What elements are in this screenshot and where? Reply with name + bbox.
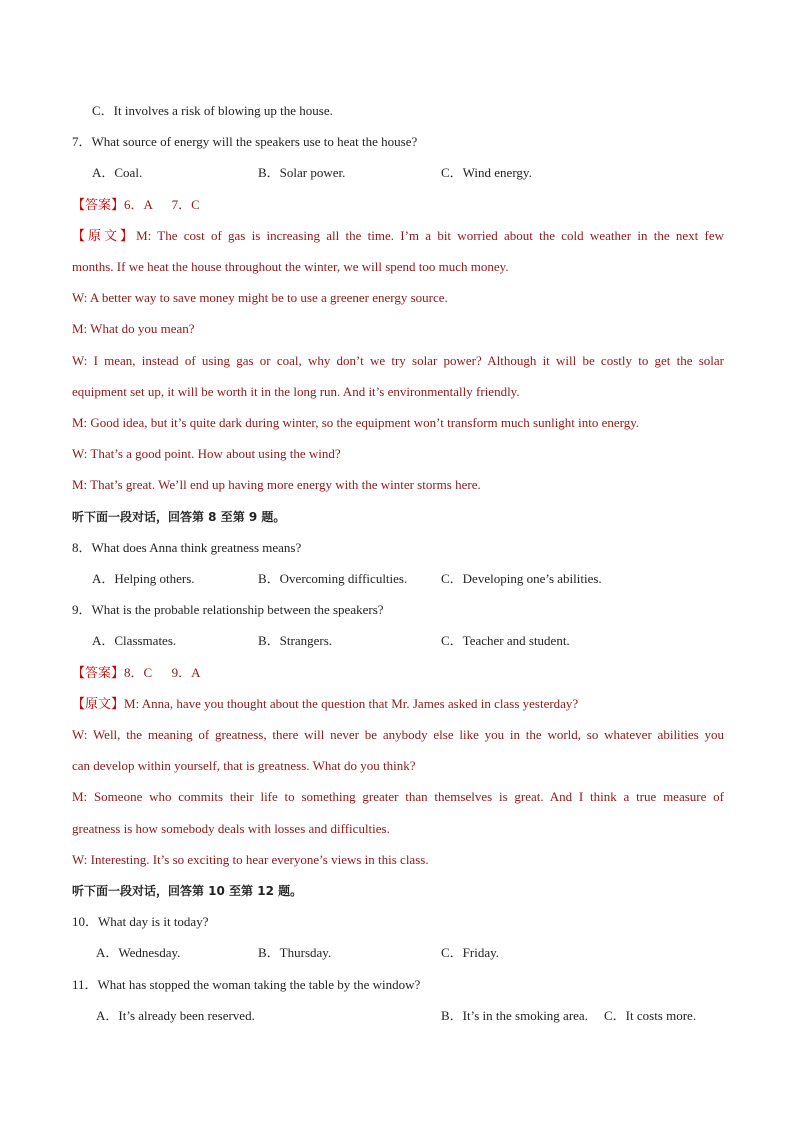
- transcript-tag: 【原文】: [72, 696, 125, 711]
- q8-option-c: C．Developing one’s abilities.: [441, 571, 602, 586]
- q9-question: 9．What is the probable relationship between the speakers?: [72, 602, 384, 617]
- answer-text: 6．A 7．C: [124, 197, 200, 212]
- transcript2-line-2: W: Well, the meaning of greatness, there will never be anybody else like you in the world, so whatever abilities you: [72, 727, 724, 742]
- transcript-tag: 【原文】: [72, 228, 137, 243]
- transcript2-line-3: can develop within yourself, that is greatness. What do you think?: [72, 758, 416, 773]
- q7-question: 7．What source of energy will the speakers use to heat the house?: [72, 134, 418, 149]
- section-heading-3: 听下面一段对话，回答第 10 至第 12 题。: [72, 884, 303, 898]
- q11-option-c: C．It costs more.: [604, 1008, 697, 1023]
- q11-option-a: A．It’s already been reserved.: [96, 1008, 255, 1023]
- transcript1-line-4: M: What do you mean?: [72, 321, 195, 336]
- answer-block-2: [72, 664, 724, 682]
- q7-option-c: C．Wind energy.: [441, 165, 532, 180]
- answer-block-1: [72, 196, 724, 214]
- transcript1-line-7: M: Good idea, but it’s quite dark during winter, so the equipment won’t transform much sunlight into energy.: [72, 415, 640, 430]
- transcript1-line-5: W: I mean, instead of using gas or coal, why don’t we try solar power? Although it will be costly to get the solar: [72, 353, 724, 368]
- q9-option-a: A．Classmates.: [92, 633, 177, 648]
- transcript-text: M: The cost of gas is increasing all the time. I’m a bit worried about the cold weather in the next few: [136, 228, 724, 243]
- transcript2-line-4: M: Someone who commits their life to something greater than themselves is great. And I think a true measure of: [72, 789, 724, 804]
- transcript1-line-6: equipment set up, it will be worth it in the long run. And it’s environmentally friendly.: [72, 384, 520, 399]
- transcript2-line-6: W: Interesting. It’s so exciting to hear everyone’s views in this class.: [72, 852, 429, 867]
- q10-option-b: B．Thursday.: [258, 945, 332, 960]
- q7-option-a: A．Coal.: [92, 165, 143, 180]
- transcript1-line-3: W: A better way to save money might be to use a greener energy source.: [72, 290, 448, 305]
- q10-option-a: A．Wednesday.: [96, 945, 181, 960]
- q11-question: 11．What has stopped the woman taking the table by the window?: [72, 977, 421, 992]
- q8-question: 8．What does Anna think greatness means?: [72, 540, 302, 555]
- q11-option-b: B．It’s in the smoking area.: [441, 1008, 588, 1023]
- transcript1-line-1: [72, 227, 724, 245]
- transcript2-line-1: [72, 695, 724, 713]
- answer-tag: 【答案】: [72, 665, 125, 680]
- section-heading-2: 听下面一段对话，回答第 8 至第 9 题。: [72, 510, 286, 524]
- q7-option-b: B．Solar power.: [258, 165, 346, 180]
- transcript1-line-8: W: That’s a good point. How about using the wind?: [72, 446, 341, 461]
- transcript1-line-9: M: That’s great. We’ll end up having more energy with the winter storms here.: [72, 477, 481, 492]
- q10-question: 10．What day is it today?: [72, 914, 209, 929]
- q8-option-a: A．Helping others.: [92, 571, 195, 586]
- q10-option-c: C．Friday.: [441, 945, 500, 960]
- q9-option-c: C．Teacher and student.: [441, 633, 570, 648]
- transcript1-line-2: months. If we heat the house throughout the winter, we will spend too much money.: [72, 259, 509, 274]
- q6-option-c: C．It involves a risk of blowing up the house.: [92, 103, 333, 118]
- answer-tag: 【答案】: [72, 197, 125, 212]
- answer-text: 8．C 9．A: [124, 665, 201, 680]
- q9-option-b: B．Strangers.: [258, 633, 333, 648]
- transcript-text: M: Anna, have you thought about the question that Mr. James asked in class yesterday?: [124, 696, 579, 711]
- q8-option-b: B．Overcoming difficulties.: [258, 571, 408, 586]
- transcript2-line-5: greatness is how somebody deals with losses and difficulties.: [72, 821, 390, 836]
